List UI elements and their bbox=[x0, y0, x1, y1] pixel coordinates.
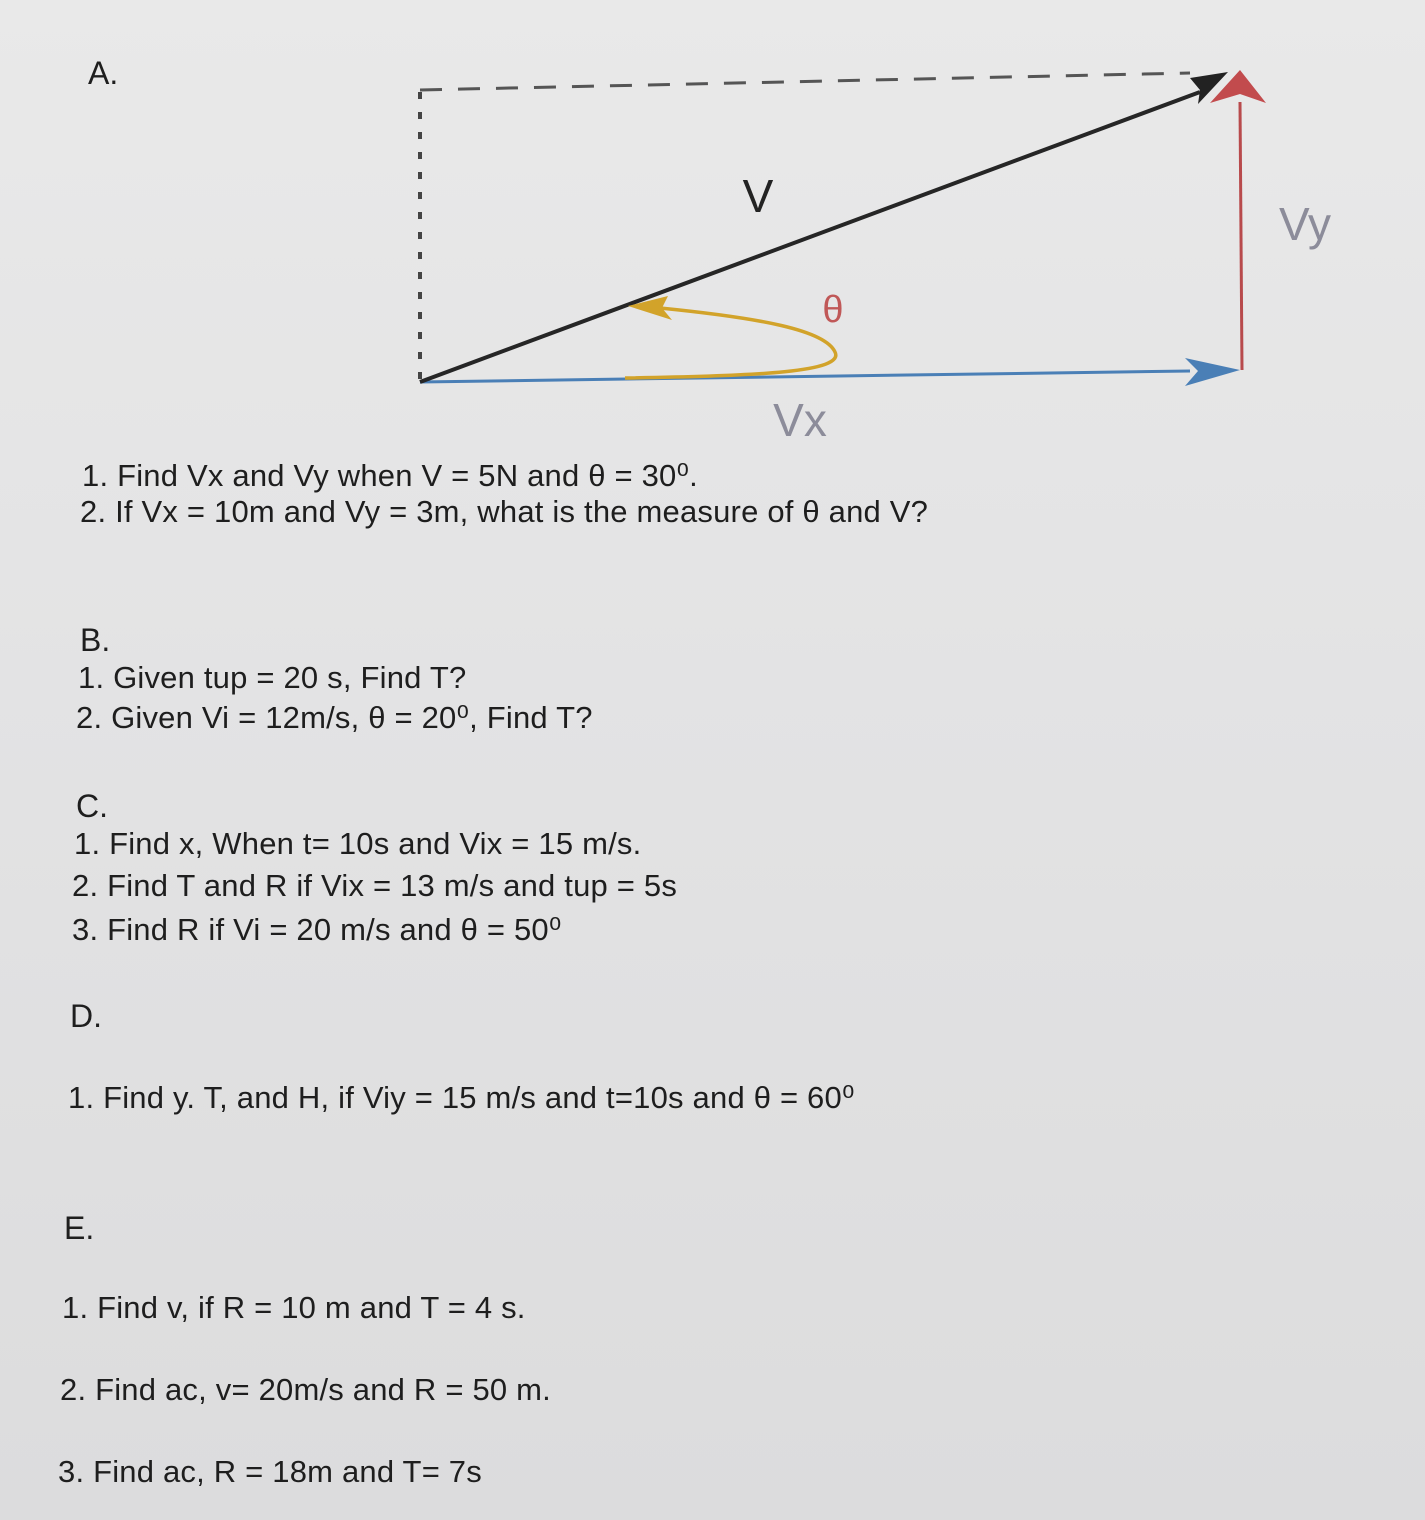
section-c-label: C. bbox=[76, 788, 108, 824]
section-d-question-1: 1. Find y. T, and H, if Viy = 15 m/s and t=10s and θ = 60⁰ bbox=[68, 1080, 855, 1115]
section-e-question-1: 1. Find v, if R = 10 m and T = 4 s. bbox=[62, 1290, 526, 1325]
section-b-label: B. bbox=[80, 622, 111, 658]
section-a-question-2: 2. If Vx = 10m and Vy = 3m, what is the measure of θ and V? bbox=[80, 494, 929, 529]
v-label: V bbox=[742, 170, 774, 222]
section-c-question-2: 2. Find T and R if Vix = 13 m/s and tup = 5s bbox=[72, 868, 678, 903]
section-c-question-1: 1. Find x, When t= 10s and Vix = 15 m/s. bbox=[74, 826, 642, 861]
section-d-label: D. bbox=[70, 998, 102, 1034]
section-b-question-1: 1. Given tup = 20 s, Find T? bbox=[78, 660, 467, 695]
vy-label: Vy bbox=[1279, 198, 1331, 250]
section-a-label: A. bbox=[88, 55, 119, 91]
section-e-label: E. bbox=[64, 1210, 95, 1246]
vy-vector bbox=[1240, 102, 1242, 370]
vector-diagram bbox=[0, 0, 1425, 460]
section-a-question-1: 1. Find Vx and Vy when V = 5N and θ = 30⁰. bbox=[82, 458, 698, 493]
section-b-question-2: 2. Given Vi = 12m/s, θ = 20⁰, Find T? bbox=[76, 700, 593, 735]
theta-arc bbox=[625, 308, 836, 378]
v-vector bbox=[420, 92, 1200, 382]
section-e-question-3: 3. Find aᴄ, R = 18m and T= 7s bbox=[58, 1454, 482, 1489]
vx-label: Vx bbox=[773, 394, 827, 446]
theta-label: θ bbox=[822, 289, 844, 331]
vx-vector bbox=[420, 371, 1190, 382]
section-e-question-2: 2. Find aᴄ, v= 20m/s and R = 50 m. bbox=[60, 1372, 551, 1407]
dashed-top-line bbox=[420, 73, 1190, 90]
vx-arrowhead bbox=[1185, 358, 1240, 386]
section-c-question-3: 3. Find R if Vi = 20 m/s and θ = 50⁰ bbox=[72, 912, 562, 947]
